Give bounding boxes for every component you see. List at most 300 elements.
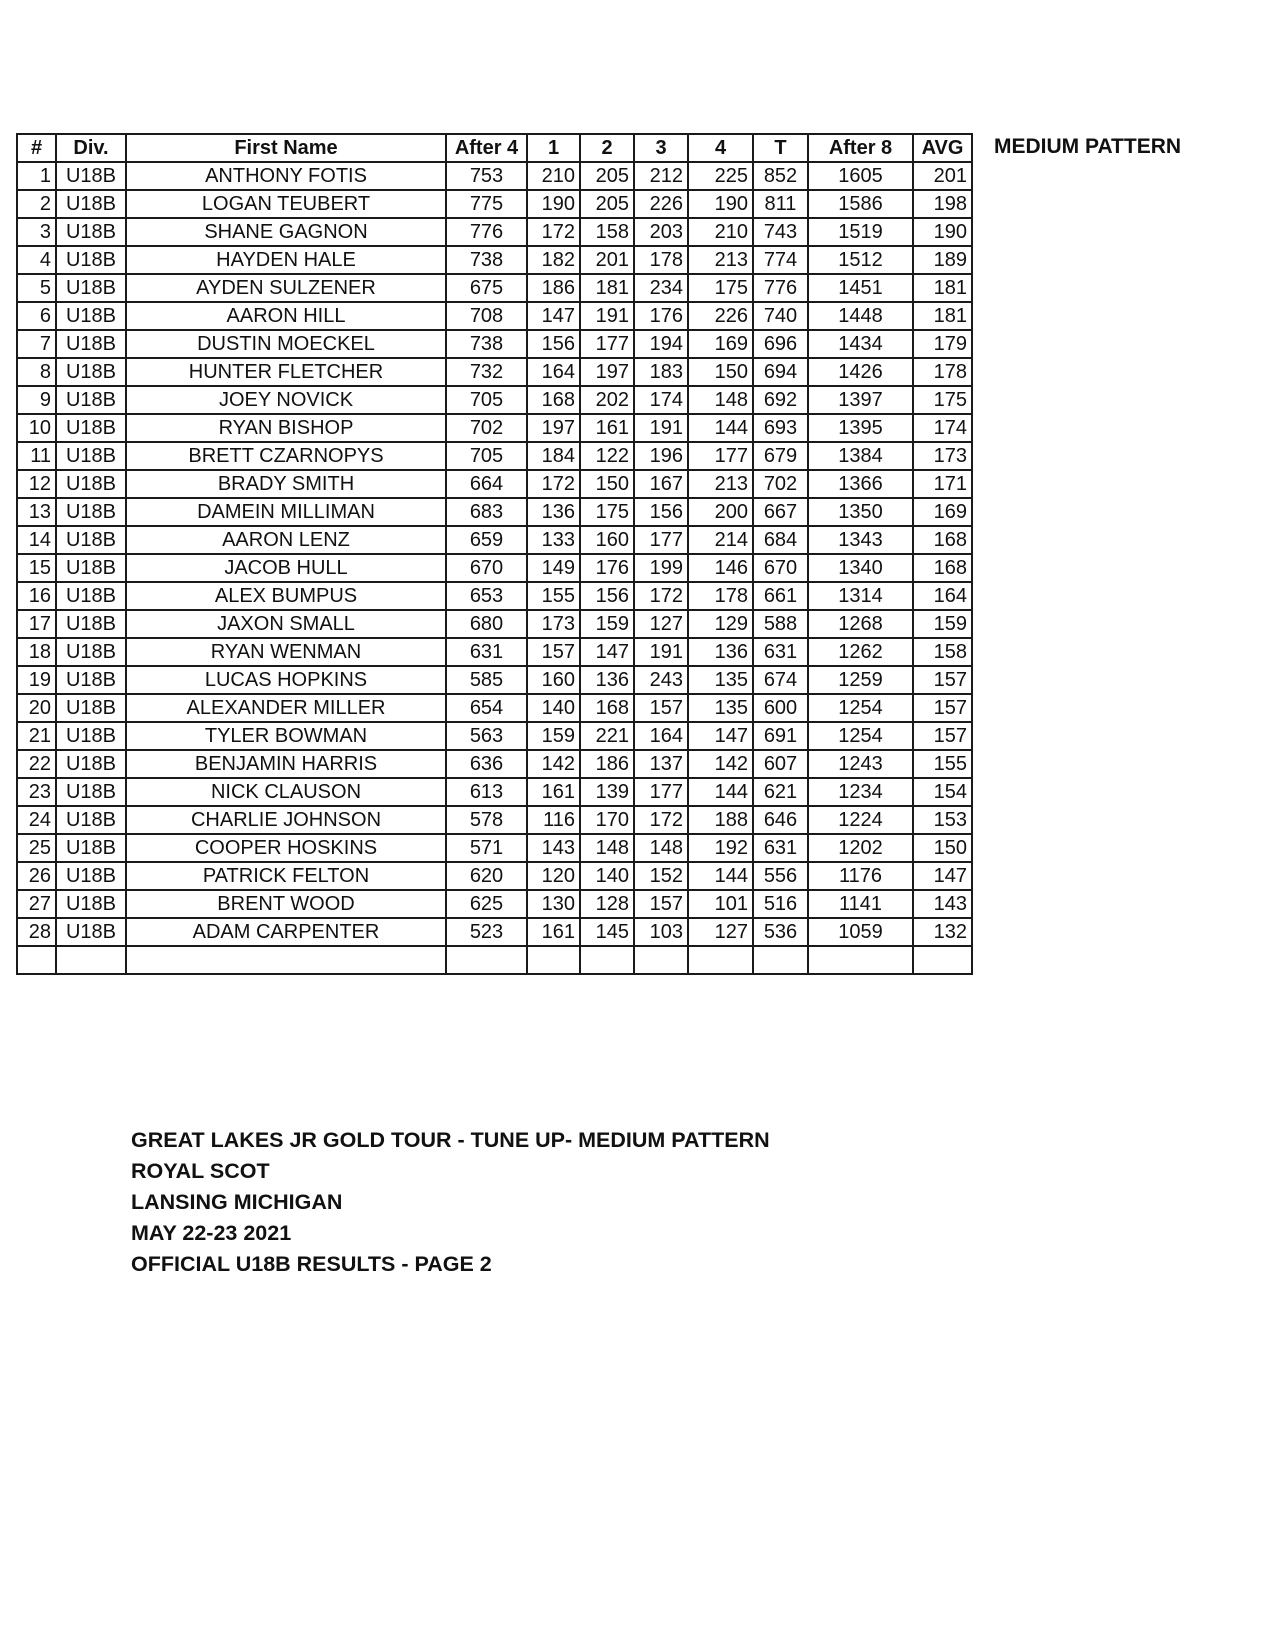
after-8-cell: 1512 (808, 246, 913, 274)
game-2-cell: 221 (580, 722, 634, 750)
game-2-cell: 170 (580, 806, 634, 834)
game-2-cell: 160 (580, 526, 634, 554)
name-cell: ANTHONY FOTIS (126, 162, 446, 190)
total-cell: 607 (753, 750, 808, 778)
total-cell: 646 (753, 806, 808, 834)
after-4-cell: 653 (446, 582, 527, 610)
after-4-cell: 664 (446, 470, 527, 498)
name-cell: HUNTER FLETCHER (126, 358, 446, 386)
name-cell: DUSTIN MOECKEL (126, 330, 446, 358)
game-2-cell: 128 (580, 890, 634, 918)
empty-cell (808, 946, 913, 974)
rank-cell: 17 (17, 610, 56, 638)
total-cell: 692 (753, 386, 808, 414)
event-location: LANSING MICHIGAN (131, 1190, 343, 1214)
name-cell: JACOB HULL (126, 554, 446, 582)
table-row (17, 414, 972, 442)
results-table (16, 133, 973, 975)
rank-cell: 25 (17, 834, 56, 862)
after-4-cell: 620 (446, 862, 527, 890)
avg-cell: 173 (913, 442, 972, 470)
table-row (17, 358, 972, 386)
table-row (17, 918, 972, 946)
total-cell: 696 (753, 330, 808, 358)
name-cell: RYAN WENMAN (126, 638, 446, 666)
after-4-cell: 680 (446, 610, 527, 638)
after-8-cell: 1254 (808, 722, 913, 750)
game-2-cell: 161 (580, 414, 634, 442)
game-3-cell: 234 (634, 274, 688, 302)
avg-cell: 157 (913, 694, 972, 722)
after-8-cell: 1605 (808, 162, 913, 190)
rank-cell: 20 (17, 694, 56, 722)
table-row (17, 666, 972, 694)
avg-cell: 154 (913, 778, 972, 806)
game-4-cell: 178 (688, 582, 753, 610)
total-cell: 691 (753, 722, 808, 750)
after-8-cell: 1340 (808, 554, 913, 582)
after-4-cell: 571 (446, 834, 527, 862)
name-cell: BRENT WOOD (126, 890, 446, 918)
avg-cell: 168 (913, 554, 972, 582)
game-1-cell: 161 (527, 918, 580, 946)
rank-cell: 12 (17, 470, 56, 498)
game-4-cell: 148 (688, 386, 753, 414)
name-cell: HAYDEN HALE (126, 246, 446, 274)
after-4-cell: 705 (446, 386, 527, 414)
table-row (17, 806, 972, 834)
game-1-cell: 184 (527, 442, 580, 470)
rank-cell: 26 (17, 862, 56, 890)
avg-cell: 189 (913, 246, 972, 274)
game-2-cell: 201 (580, 246, 634, 274)
after-8-cell: 1254 (808, 694, 913, 722)
avg-cell: 168 (913, 526, 972, 554)
game-1-cell: 140 (527, 694, 580, 722)
table-row (17, 470, 972, 498)
after-4-cell: 776 (446, 218, 527, 246)
game-1-cell: 147 (527, 302, 580, 330)
after-8-cell: 1059 (808, 918, 913, 946)
after-8-cell: 1202 (808, 834, 913, 862)
name-cell: SHANE GAGNON (126, 218, 446, 246)
game-2-cell: 156 (580, 582, 634, 610)
name-cell: PATRICK FELTON (126, 862, 446, 890)
total-cell: 667 (753, 498, 808, 526)
rank-cell: 14 (17, 526, 56, 554)
name-cell: BENJAMIN HARRIS (126, 750, 446, 778)
after-8-cell: 1586 (808, 190, 913, 218)
table-row (17, 246, 972, 274)
rank-cell: 3 (17, 218, 56, 246)
table-row (17, 638, 972, 666)
game-1-cell: 172 (527, 470, 580, 498)
game-2-cell: 122 (580, 442, 634, 470)
game-1-cell: 156 (527, 330, 580, 358)
header-row (17, 134, 972, 162)
after-8-cell: 1176 (808, 862, 913, 890)
after-8-cell: 1243 (808, 750, 913, 778)
rank-cell: 27 (17, 890, 56, 918)
empty-cell (753, 946, 808, 974)
empty-cell (634, 946, 688, 974)
game-4-cell: 127 (688, 918, 753, 946)
game-3-cell: 156 (634, 498, 688, 526)
total-cell: 556 (753, 862, 808, 890)
rank-cell: 16 (17, 582, 56, 610)
game-2-cell: 145 (580, 918, 634, 946)
name-cell: COOPER HOSKINS (126, 834, 446, 862)
avg-cell: 159 (913, 610, 972, 638)
rank-cell: 28 (17, 918, 56, 946)
division-cell: U18B (56, 498, 126, 526)
division-cell: U18B (56, 750, 126, 778)
rank-cell: 10 (17, 414, 56, 442)
col-header-game-3: 3 (634, 134, 688, 162)
name-cell: CHARLIE JOHNSON (126, 806, 446, 834)
game-2-cell: 147 (580, 638, 634, 666)
game-4-cell: 144 (688, 778, 753, 806)
table-row (17, 890, 972, 918)
empty-cell (580, 946, 634, 974)
game-4-cell: 188 (688, 806, 753, 834)
name-cell: LUCAS HOPKINS (126, 666, 446, 694)
game-4-cell: 135 (688, 694, 753, 722)
after-8-cell: 1366 (808, 470, 913, 498)
game-3-cell: 191 (634, 638, 688, 666)
total-cell: 588 (753, 610, 808, 638)
game-3-cell: 103 (634, 918, 688, 946)
rank-cell: 5 (17, 274, 56, 302)
after-8-cell: 1259 (808, 666, 913, 694)
game-2-cell: 175 (580, 498, 634, 526)
table-row (17, 750, 972, 778)
game-4-cell: 129 (688, 610, 753, 638)
total-cell: 621 (753, 778, 808, 806)
division-cell: U18B (56, 722, 126, 750)
after-4-cell: 613 (446, 778, 527, 806)
game-4-cell: 101 (688, 890, 753, 918)
rank-cell: 9 (17, 386, 56, 414)
after-4-cell: 738 (446, 246, 527, 274)
game-3-cell: 226 (634, 190, 688, 218)
after-4-cell: 675 (446, 274, 527, 302)
game-1-cell: 157 (527, 638, 580, 666)
name-cell: NICK CLAUSON (126, 778, 446, 806)
empty-cell (446, 946, 527, 974)
table-row (17, 386, 972, 414)
name-cell: ADAM CARPENTER (126, 918, 446, 946)
table-row (17, 330, 972, 358)
after-4-cell: 585 (446, 666, 527, 694)
rank-cell: 24 (17, 806, 56, 834)
after-4-cell: 670 (446, 554, 527, 582)
table-row (17, 554, 972, 582)
after-4-cell: 578 (446, 806, 527, 834)
empty-cell (527, 946, 580, 974)
name-cell: DAMEIN MILLIMAN (126, 498, 446, 526)
game-3-cell: 152 (634, 862, 688, 890)
total-cell: 811 (753, 190, 808, 218)
division-cell: U18B (56, 470, 126, 498)
game-2-cell: 197 (580, 358, 634, 386)
game-4-cell: 147 (688, 722, 753, 750)
after-4-cell: 702 (446, 414, 527, 442)
avg-cell: 150 (913, 834, 972, 862)
rank-cell: 21 (17, 722, 56, 750)
total-cell: 684 (753, 526, 808, 554)
division-cell: U18B (56, 442, 126, 470)
game-2-cell: 168 (580, 694, 634, 722)
rank-cell: 22 (17, 750, 56, 778)
col-header-rank: # (17, 134, 56, 162)
after-4-cell: 732 (446, 358, 527, 386)
avg-cell: 164 (913, 582, 972, 610)
game-3-cell: 174 (634, 386, 688, 414)
total-cell: 740 (753, 302, 808, 330)
total-cell: 743 (753, 218, 808, 246)
game-3-cell: 191 (634, 414, 688, 442)
game-4-cell: 150 (688, 358, 753, 386)
game-1-cell: 160 (527, 666, 580, 694)
division-cell: U18B (56, 778, 126, 806)
after-8-cell: 1350 (808, 498, 913, 526)
name-cell: RYAN BISHOP (126, 414, 446, 442)
game-2-cell: 205 (580, 162, 634, 190)
game-1-cell: 136 (527, 498, 580, 526)
game-4-cell: 136 (688, 638, 753, 666)
total-cell: 661 (753, 582, 808, 610)
division-cell: U18B (56, 526, 126, 554)
total-cell: 702 (753, 470, 808, 498)
col-header-game-2: 2 (580, 134, 634, 162)
avg-cell: 155 (913, 750, 972, 778)
division-cell: U18B (56, 862, 126, 890)
total-cell: 536 (753, 918, 808, 946)
results-body (17, 162, 972, 974)
game-3-cell: 176 (634, 302, 688, 330)
game-1-cell: 116 (527, 806, 580, 834)
game-3-cell: 167 (634, 470, 688, 498)
total-cell: 693 (753, 414, 808, 442)
avg-cell: 179 (913, 330, 972, 358)
name-cell: AARON LENZ (126, 526, 446, 554)
col-header-first-name: First Name (126, 134, 446, 162)
division-cell: U18B (56, 274, 126, 302)
name-cell: LOGAN TEUBERT (126, 190, 446, 218)
total-cell: 774 (753, 246, 808, 274)
avg-cell: 181 (913, 302, 972, 330)
game-4-cell: 146 (688, 554, 753, 582)
game-4-cell: 213 (688, 246, 753, 274)
game-4-cell: 210 (688, 218, 753, 246)
game-1-cell: 155 (527, 582, 580, 610)
after-8-cell: 1384 (808, 442, 913, 470)
empty-cell (126, 946, 446, 974)
table-row (17, 610, 972, 638)
table-row (17, 694, 972, 722)
game-1-cell: 120 (527, 862, 580, 890)
game-3-cell: 148 (634, 834, 688, 862)
game-4-cell: 214 (688, 526, 753, 554)
rank-cell: 2 (17, 190, 56, 218)
game-3-cell: 137 (634, 750, 688, 778)
after-8-cell: 1343 (808, 526, 913, 554)
game-3-cell: 172 (634, 806, 688, 834)
after-4-cell: 631 (446, 638, 527, 666)
after-4-cell: 636 (446, 750, 527, 778)
total-cell: 674 (753, 666, 808, 694)
results-page-label: OFFICIAL U18B RESULTS - PAGE 2 (131, 1252, 492, 1276)
event-venue: ROYAL SCOT (131, 1159, 270, 1183)
game-2-cell: 140 (580, 862, 634, 890)
game-1-cell: 164 (527, 358, 580, 386)
after-8-cell: 1434 (808, 330, 913, 358)
col-header-game-1: 1 (527, 134, 580, 162)
empty-cell (56, 946, 126, 974)
game-1-cell: 161 (527, 778, 580, 806)
rank-cell: 13 (17, 498, 56, 526)
table-row (17, 274, 972, 302)
game-2-cell: 202 (580, 386, 634, 414)
avg-cell: 174 (913, 414, 972, 442)
after-8-cell: 1262 (808, 638, 913, 666)
table-row (17, 862, 972, 890)
game-4-cell: 200 (688, 498, 753, 526)
division-cell: U18B (56, 190, 126, 218)
rank-cell: 8 (17, 358, 56, 386)
name-cell: JOEY NOVICK (126, 386, 446, 414)
division-cell: U18B (56, 890, 126, 918)
division-cell: U18B (56, 806, 126, 834)
avg-cell: 198 (913, 190, 972, 218)
rank-cell: 23 (17, 778, 56, 806)
game-3-cell: 183 (634, 358, 688, 386)
game-1-cell: 168 (527, 386, 580, 414)
avg-cell: 157 (913, 666, 972, 694)
game-4-cell: 144 (688, 414, 753, 442)
name-cell: BRETT CZARNOPYS (126, 442, 446, 470)
game-4-cell: 175 (688, 274, 753, 302)
table-row (17, 162, 972, 190)
empty-cell (913, 946, 972, 974)
game-4-cell: 177 (688, 442, 753, 470)
division-cell: U18B (56, 918, 126, 946)
name-cell: TYLER BOWMAN (126, 722, 446, 750)
game-3-cell: 199 (634, 554, 688, 582)
after-8-cell: 1426 (808, 358, 913, 386)
game-4-cell: 192 (688, 834, 753, 862)
game-3-cell: 196 (634, 442, 688, 470)
after-8-cell: 1141 (808, 890, 913, 918)
after-4-cell: 705 (446, 442, 527, 470)
game-4-cell: 190 (688, 190, 753, 218)
game-2-cell: 191 (580, 302, 634, 330)
table-row (17, 218, 972, 246)
game-3-cell: 127 (634, 610, 688, 638)
total-cell: 852 (753, 162, 808, 190)
rank-cell: 4 (17, 246, 56, 274)
col-header-total: T (753, 134, 808, 162)
table-row (17, 778, 972, 806)
game-2-cell: 176 (580, 554, 634, 582)
after-4-cell: 523 (446, 918, 527, 946)
game-1-cell: 186 (527, 274, 580, 302)
total-cell: 670 (753, 554, 808, 582)
game-4-cell: 213 (688, 470, 753, 498)
avg-cell: 132 (913, 918, 972, 946)
event-title: GREAT LAKES JR GOLD TOUR - TUNE UP- MEDIUM PATTERN (131, 1128, 770, 1152)
after-8-cell: 1448 (808, 302, 913, 330)
empty-cell (17, 946, 56, 974)
after-8-cell: 1234 (808, 778, 913, 806)
rank-cell: 7 (17, 330, 56, 358)
game-2-cell: 159 (580, 610, 634, 638)
rank-cell: 11 (17, 442, 56, 470)
game-4-cell: 142 (688, 750, 753, 778)
rank-cell: 18 (17, 638, 56, 666)
game-4-cell: 225 (688, 162, 753, 190)
division-cell: U18B (56, 554, 126, 582)
avg-cell: 143 (913, 890, 972, 918)
name-cell: BRADY SMITH (126, 470, 446, 498)
table-row (17, 834, 972, 862)
avg-cell: 157 (913, 722, 972, 750)
game-2-cell: 136 (580, 666, 634, 694)
division-cell: U18B (56, 358, 126, 386)
after-4-cell: 654 (446, 694, 527, 722)
table-row (17, 582, 972, 610)
game-4-cell: 144 (688, 862, 753, 890)
division-cell: U18B (56, 162, 126, 190)
division-cell: U18B (56, 666, 126, 694)
game-1-cell: 182 (527, 246, 580, 274)
game-3-cell: 194 (634, 330, 688, 358)
after-8-cell: 1224 (808, 806, 913, 834)
rank-cell: 15 (17, 554, 56, 582)
game-4-cell: 226 (688, 302, 753, 330)
game-1-cell: 190 (527, 190, 580, 218)
name-cell: AARON HILL (126, 302, 446, 330)
game-3-cell: 178 (634, 246, 688, 274)
game-1-cell: 133 (527, 526, 580, 554)
col-header-avg: AVG (913, 134, 972, 162)
after-8-cell: 1519 (808, 218, 913, 246)
after-4-cell: 738 (446, 330, 527, 358)
game-3-cell: 212 (634, 162, 688, 190)
game-1-cell: 142 (527, 750, 580, 778)
name-cell: ALEX BUMPUS (126, 582, 446, 610)
table-row (17, 526, 972, 554)
empty-cell (688, 946, 753, 974)
game-2-cell: 150 (580, 470, 634, 498)
rank-cell: 1 (17, 162, 56, 190)
after-4-cell: 753 (446, 162, 527, 190)
game-1-cell: 172 (527, 218, 580, 246)
avg-cell: 158 (913, 638, 972, 666)
col-header-division: Div. (56, 134, 126, 162)
col-header-after-4: After 4 (446, 134, 527, 162)
avg-cell: 178 (913, 358, 972, 386)
after-8-cell: 1397 (808, 386, 913, 414)
game-2-cell: 181 (580, 274, 634, 302)
after-8-cell: 1451 (808, 274, 913, 302)
game-2-cell: 158 (580, 218, 634, 246)
table-row (17, 498, 972, 526)
avg-cell: 175 (913, 386, 972, 414)
game-3-cell: 157 (634, 694, 688, 722)
division-cell: U18B (56, 414, 126, 442)
